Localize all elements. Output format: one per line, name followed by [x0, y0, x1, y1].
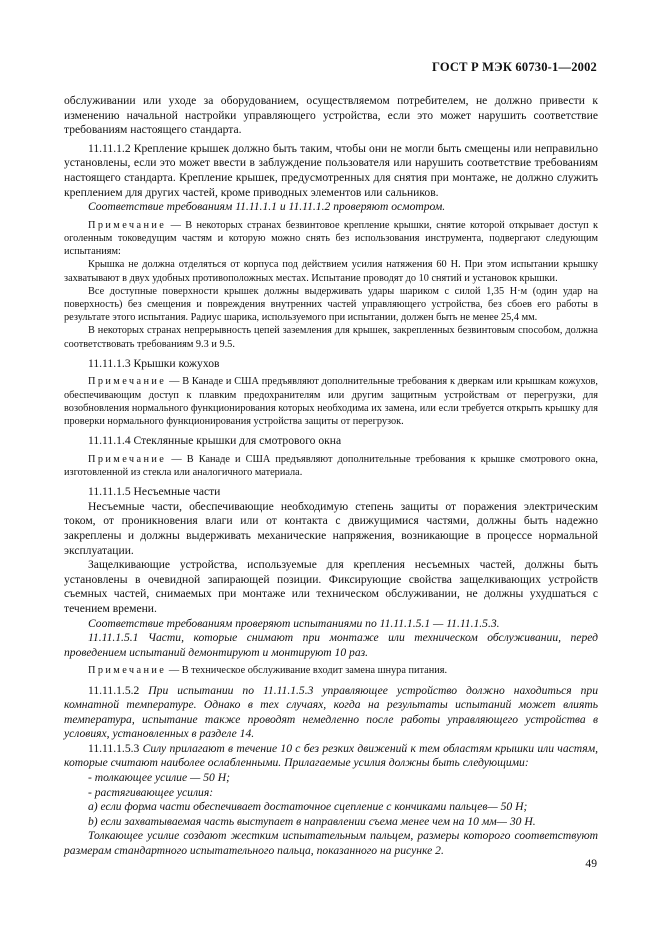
note-4: Примечание — В техническое обслуживание входит замена шнура питания. [88, 665, 448, 677]
note-1-text-b: Все доступные поверхности крышек должны выдерживать удары шариком с силой 1,35 Н·м (один удар на поверхность) без смещения и повреждения внутренних частей управляющего устройства, без сбоев его работы в результате этого испытания. Радиус шарика, используемого при испытании, должен быть не менее 25,4 мм. [64, 285, 598, 324]
list-item-a: a) если форма части обеспечивает достаточное сцепление с кончиками пальцев— 50 Н; [88, 800, 528, 814]
page-number: 49 [585, 857, 597, 870]
compliance-check-1: Соответствие требованиям 11.11.1.1 и 11.11.1.2 проверяют осмотром. [88, 200, 446, 214]
clause-11-11-1-5-3: 11.11.1.5.3 Силу прилагают в течение 10 с без резких движений к тем областям крышки или частям, которые считают наиболее ослабленными. Прилагаемые усилия должны быть следующими: [64, 741, 598, 770]
heading-11-11-1-5: 11.11.1.5 Несъемные части [88, 485, 221, 499]
paragraph-nonremovable-parts: Несъемные части, обеспечивающие необходимую степень защиты от поражения электрическим током, от проникновения влаги или от контакта с движущимися частями, должны быть надежно закреплены и должны выдерживать механические напряжения, возникающие в процессе нормальной эксплуатации. [64, 499, 598, 557]
note-3: Примечание — В Канаде и США предъявляют дополнительные требования к крышке смотрового окна, изготовленной из стекла или аналогичного материала. [64, 453, 598, 478]
standard-header: ГОСТ Р МЭК 60730-1—2002 [432, 60, 597, 74]
paragraph-continuation: обслуживании или уходе за оборудованием, осуществляемом потребителем, не должно привести к изменению начальной настройки управляющего устройства, если это может нарушить соответствие требованиям настоящего стандарта. [64, 94, 598, 137]
note-2: Примечание — В Канаде и США предъявляют дополнительные требования к дверкам или крышкам кожухов, обеспечивающим доступ к плавким предохранителям или другим защитным устройствам от перегрузки, для возобновления нормального функционирования которых необходима их замена, или если требуется открыть крышку для проверки нормального функционирования устройства защиты от перегрузок. [64, 376, 598, 427]
heading-11-11-1-4: 11.11.1.4 Стеклянные крышки для смотрового окна [88, 434, 342, 448]
list-item-b: b) если захватываемая часть выступает в направлении съема менее чем на 10 мм— 30 Н. [88, 814, 536, 828]
list-item-push-force: - толкающее усилие — 50 Н; [88, 771, 230, 785]
note-1-text-a: Крышка не должна отделяться от корпуса под действием усилия натяжения 60 Н. При этом испытании крышку захватывают в двух удобных противоположных местах. Испытание проводят до 10 снятий и установок крышки. [64, 259, 598, 284]
document-body [64, 94, 598, 859]
note-1-text-c: В некоторых странах непрерывность цепей заземления для крышек, закрепленных безвинтовым способом, должна соответствовать требованиям 9.3 и 9.5. [64, 325, 598, 350]
compliance-check-2: Соответствие требованиям проверяют испытаниями по 11.11.1.5.1 — 11.11.1.5.3. [88, 616, 500, 630]
heading-11-11-1-3: 11.11.1.3 Крышки кожухов [88, 356, 220, 370]
list-item-pull-force: - растягивающее усилия: [88, 785, 214, 799]
clause-11-11-1-5-2: 11.11.1.5.2 При испытании по 11.11.1.5.3 управляющее устройство должно находиться при комнатной температуре. Однако в тех случаях, когда на результаты испытаний может влиять температура, испытание также проводят немедленно после работы управляющего устройства в условиях, установленных в разделе 14. [64, 683, 599, 741]
clause-11-11-1-2: 11.11.1.2 Крепление крышек должно быть таким, чтобы они не могли быть смещены или неправильно установлены, если это может ввести в заблуждение пользователя или нарушить соответствие требованиям настоящего стандарта. Крепление крышек, предусмотренных для снятия при монтаже, не должно служить креплением для других частей, кроме приводных элементов или сальников. [64, 141, 598, 199]
paragraph-snap-devices: Защелкивающие устройства, используемые для крепления несъемных частей, должны быть установлены в очевидной запирающей позиции. Фиксирующие свойства защелкивающих устройств съемных частей, снимаемых при монтаже или техническом обслуживании, не должны ухудшаться с течением времени. [64, 558, 598, 615]
clause-11-11-1-5-1: 11.11.1.5.1 Части, которые снимают при монтаже или техническом обслуживании, перед проведением испытаний демонтируют и монтируют 10 раз. [64, 631, 598, 659]
paragraph-test-finger: Толкающее усилие создают жестким испытательным пальцем, размеры которого соответствуют размерам стандартного испытательного пальца, показанного на рисунке 2. [64, 829, 598, 858]
note-1: Примечание — В некоторых странах безвинтовое крепление крышки, снятие которой открывает доступ к оголенным токоведущим частям и которую можно снять без использования инструмента, подвергают следующим испытаниям: [64, 219, 598, 258]
